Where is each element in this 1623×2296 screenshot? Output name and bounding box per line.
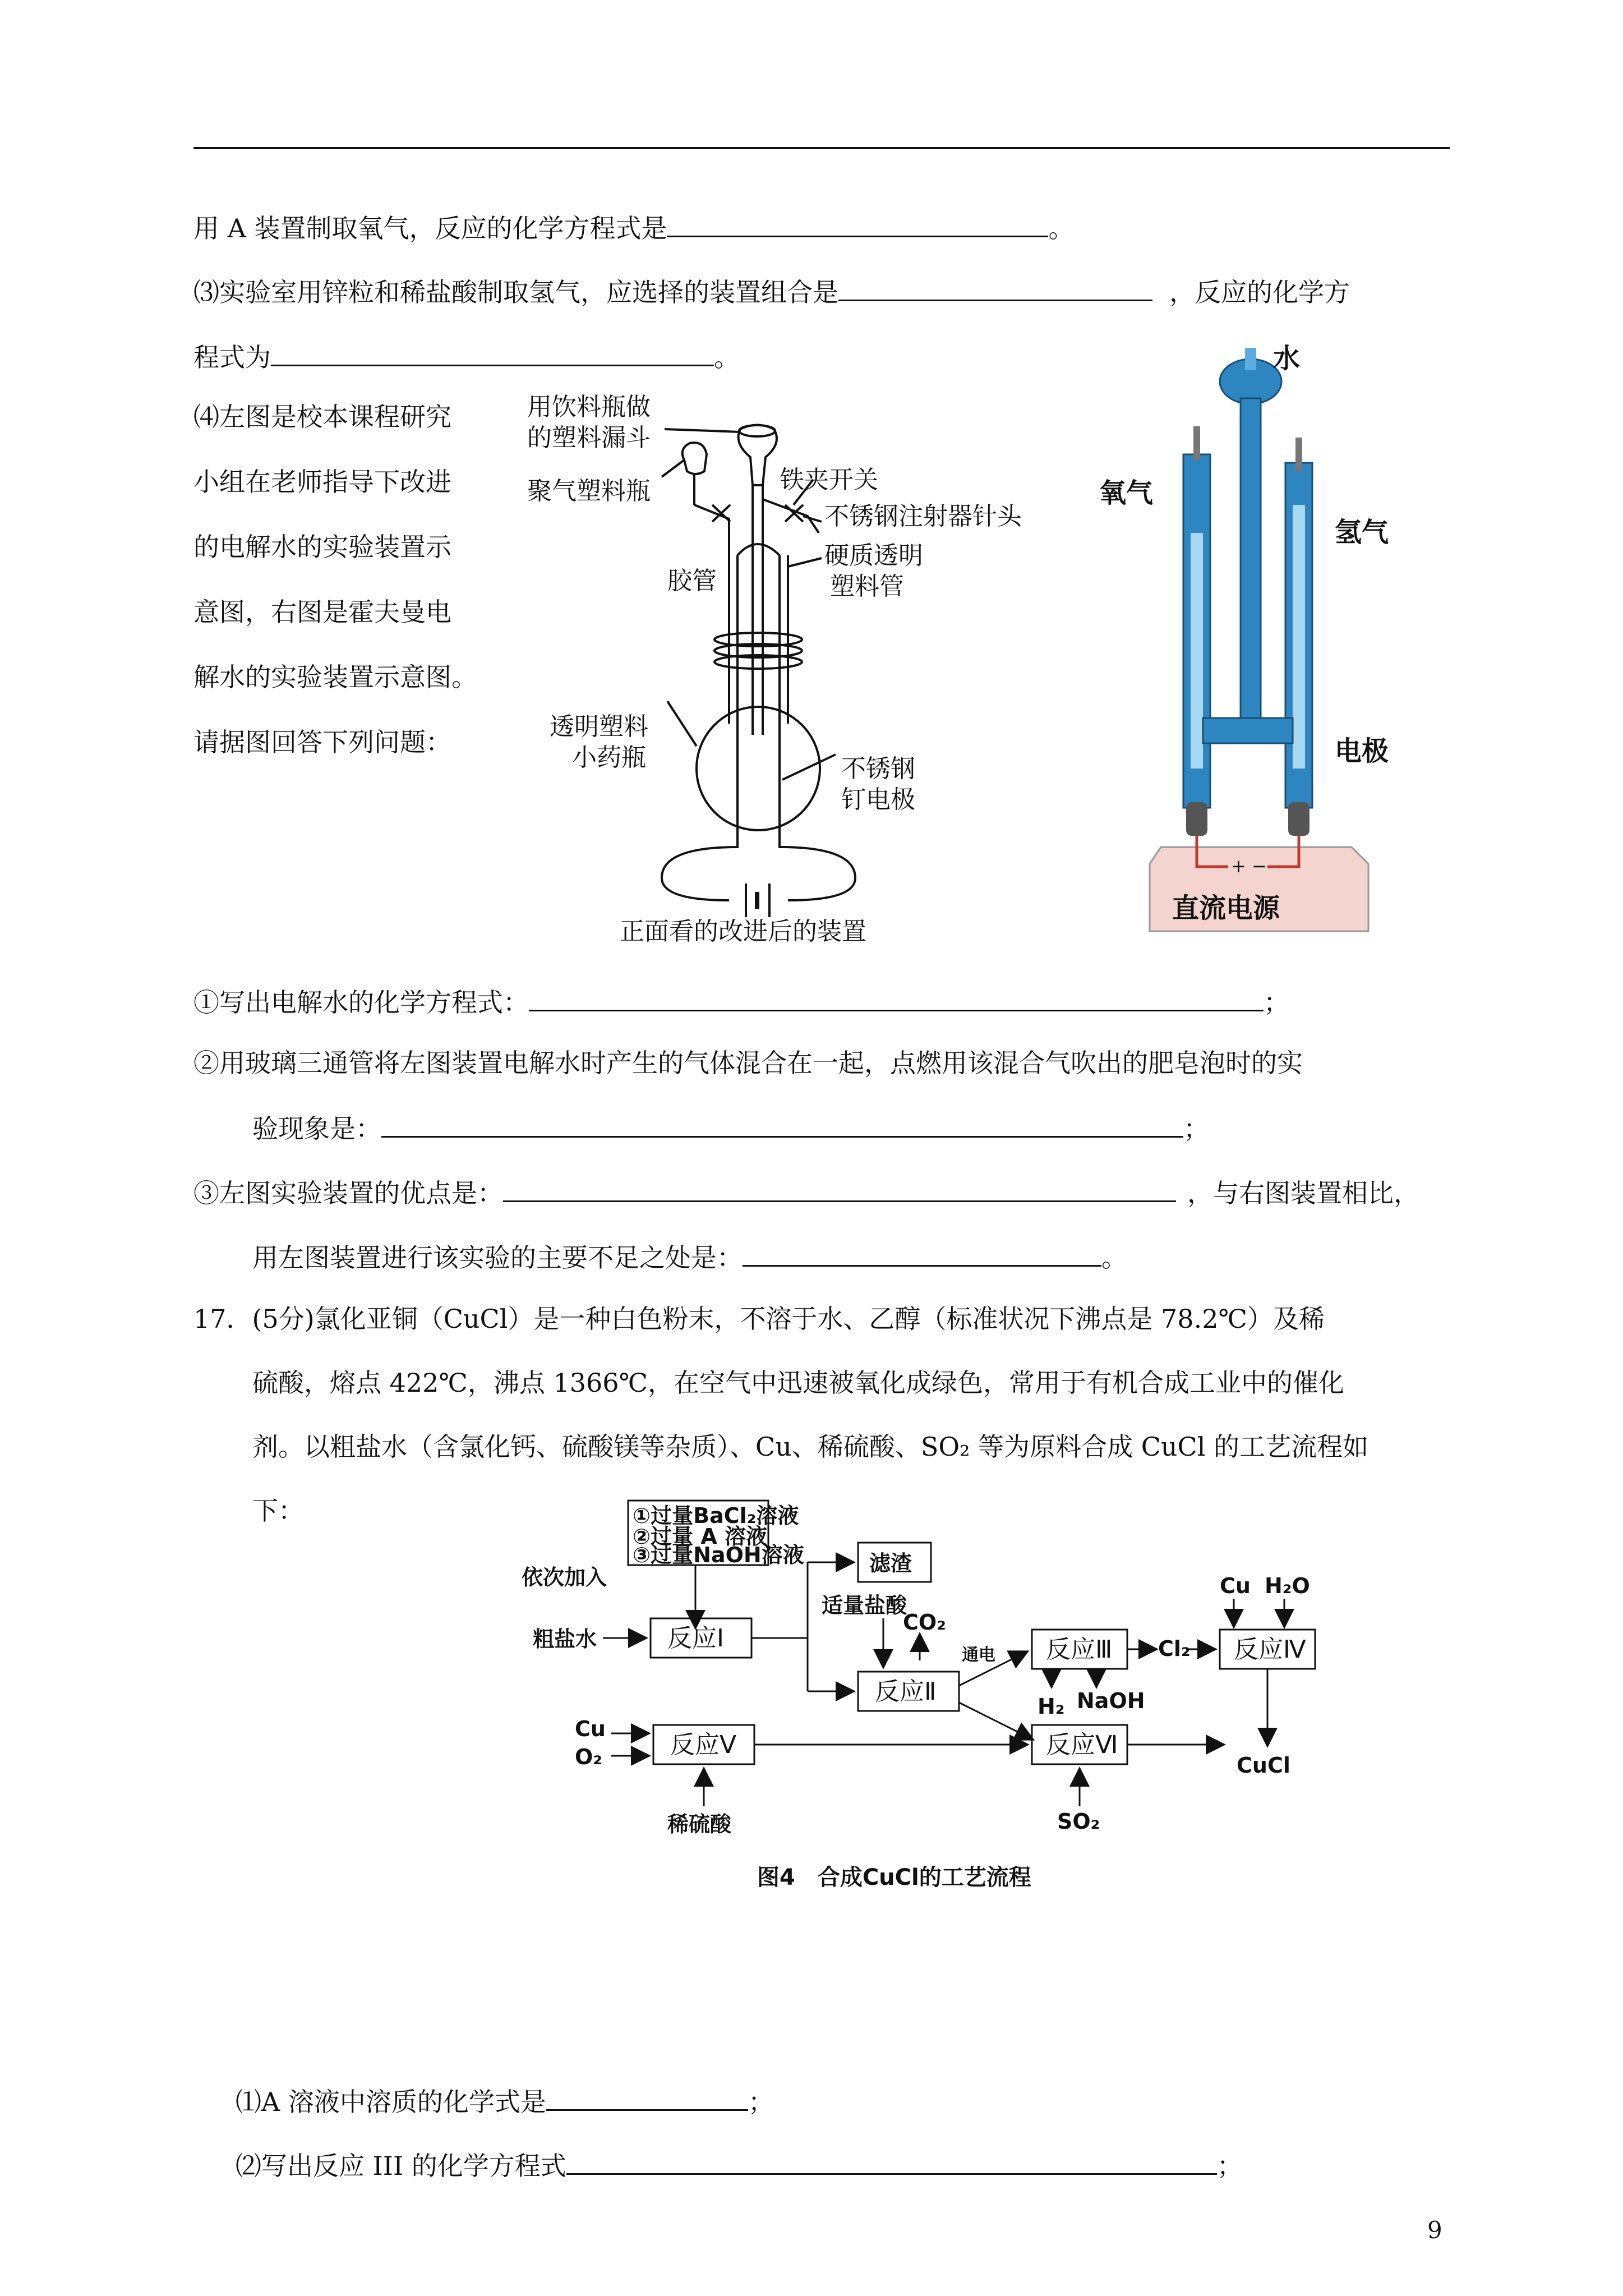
- figure-caption-left: 正面看的改进后的装置: [620, 917, 866, 946]
- cucl-label: CuCl: [1237, 1753, 1290, 1778]
- reaction-5-box: 反应Ⅴ: [670, 1731, 737, 1759]
- label-vial-1: 透明塑料: [550, 712, 648, 741]
- q17-line: 硫酸，熔点 422℃，沸点 1366℃，在空气中迅速被氧化成绿色，常用于有机合成工业中的催化: [252, 1368, 1345, 1398]
- label-rubber-tube: 胶管: [667, 567, 717, 595]
- label-electrode: 电极: [1335, 735, 1389, 767]
- answer-blank[interactable]: [743, 1243, 1101, 1267]
- q4-sub1: ①写出电解水的化学方程式： ；: [193, 987, 1289, 1018]
- hofmann-apparatus-figure: [1088, 342, 1436, 942]
- q4-intro-line: 小组在老师指导下改进: [193, 467, 451, 497]
- o2-label: O₂: [575, 1745, 602, 1769]
- label-needle: 不锈钢注射器针头: [824, 502, 1022, 531]
- q4-sub3: ③左图实验装置的优点是： ，与右图装置相比，: [193, 1178, 1419, 1208]
- reagent-3: ③过量NaOH溶液: [633, 1543, 804, 1567]
- header-rule: [193, 147, 1450, 149]
- label-funnel-2: 的塑料漏斗: [527, 424, 651, 452]
- naoh-label: NaOH: [1077, 1688, 1145, 1713]
- label-tube-2: 塑料管: [830, 572, 904, 601]
- answer-blank[interactable]: [503, 1178, 1176, 1202]
- q4-intro-line: 请据图回答下列问题：: [193, 727, 451, 757]
- label-funnel-1: 用饮料瓶做: [527, 393, 651, 421]
- reaction-6-box: 反应Ⅵ: [1046, 1731, 1118, 1759]
- page-number: 9: [1427, 2216, 1442, 2244]
- crude-brine-label: 粗盐水: [533, 1627, 597, 1651]
- cu-top-label: Cu: [1220, 1573, 1251, 1598]
- q4-intro-line: 解水的实验装置示意图。: [193, 662, 477, 692]
- question-3-cont: 程式为 。: [193, 342, 740, 372]
- cl2-label: Cl₂: [1158, 1636, 1191, 1661]
- label-nail-1: 不锈钢: [841, 754, 915, 783]
- label-water: 水: [1273, 343, 1301, 374]
- question-oxygen: 用 A 装置制取氧气，反应的化学方程式是 。: [193, 213, 1075, 243]
- q4-intro-line: 意图，右图是霍夫曼电: [193, 597, 451, 627]
- answer-blank[interactable]: [838, 277, 1152, 301]
- q4-sub2-cont: 验现象是： ；: [252, 1114, 1209, 1144]
- q4-intro-line: ⑷左图是校本课程研究: [193, 402, 451, 432]
- reaction-2-box: 反应Ⅱ: [875, 1677, 937, 1706]
- label-oxygen: 氧气: [1099, 477, 1154, 509]
- reaction-1-box: 反应Ⅰ: [667, 1624, 724, 1653]
- h2o-label: H₂O: [1265, 1573, 1310, 1598]
- answer-blank[interactable]: [546, 2087, 748, 2111]
- electrolysis-label: 通电: [962, 1645, 995, 1665]
- answer-blank[interactable]: [381, 1114, 1183, 1138]
- label-bottle: 聚气塑料瓶: [527, 477, 651, 505]
- reaction-4-box: 反应Ⅳ: [1234, 1635, 1306, 1664]
- so2-label: SO₂: [1057, 1809, 1100, 1834]
- answer-blank[interactable]: [667, 213, 1048, 237]
- label-hydrogen: 氢气: [1335, 517, 1389, 548]
- answer-blank[interactable]: [566, 2151, 1217, 2175]
- q17-sub2: ⑵写出反应 III 的化学方程式 ；: [236, 2151, 1243, 2181]
- flowchart-caption: 图4 合成CuCl的工艺流程: [757, 1865, 1031, 1890]
- answer-blank[interactable]: [271, 342, 714, 366]
- residue-label: 滤渣: [869, 1551, 912, 1576]
- reagent-2: ②过量 A 溶液: [633, 1524, 768, 1549]
- h2-label: H₂: [1038, 1694, 1065, 1719]
- q17-sub1: ⑴A 溶液中溶质的化学式是 ；: [236, 2087, 774, 2117]
- q4-sub3-cont: 用左图装置进行该实验的主要不足之处是： 。: [252, 1243, 1127, 1273]
- q4-sub2: ②用玻璃三通管将左图装置电解水时产生的气体混合在一起，点燃用该混合气吹出的肥皂泡时的实: [193, 1048, 1303, 1078]
- svg-text:+ −: + −: [1231, 855, 1267, 877]
- cu-left-label: Cu: [575, 1717, 606, 1741]
- label-clip: 铁夹开关: [780, 466, 878, 494]
- dilute-acid-label: 稀硫酸: [667, 1812, 732, 1837]
- label-power-supply: 直流电源: [1172, 892, 1280, 924]
- reaction-3-box: 反应Ⅲ: [1046, 1635, 1113, 1664]
- q17-line: 剂。以粗盐水（含氯化钙、硫酸镁等杂质）、Cu、稀硫酸、SO₂ 等为原料合成 CuCl 的工艺流程如: [252, 1432, 1369, 1462]
- co2-label: CO₂: [903, 1610, 946, 1635]
- process-flowchart: [505, 1492, 1346, 1896]
- add-order-label: 依次加入: [522, 1565, 607, 1590]
- label-tube-1: 硬质透明: [824, 541, 923, 570]
- answer-blank[interactable]: [529, 987, 1264, 1011]
- q17-line: 17．(5分)氯化亚铜（CuCl）是一种白色粉末，不溶于水、乙醇（标准状况下沸点是 78.2℃）及稀: [193, 1304, 1325, 1334]
- q4-intro-line: 的电解水的实验装置示: [193, 532, 451, 562]
- left-apparatus-figure: [516, 387, 1110, 954]
- hcl-label: 适量盐酸: [822, 1593, 907, 1618]
- reagent-1: ①过量BaCl₂溶液: [633, 1503, 799, 1528]
- label-nail-2: 钉电极: [841, 785, 915, 814]
- question-3: ⑶实验室用锌粒和稀盐酸制取氢气，应选择的装置组合是 ，反应的化学方: [193, 277, 1350, 307]
- q17-line: 下：: [252, 1496, 304, 1526]
- label-vial-2: 小药瓶: [572, 743, 646, 772]
